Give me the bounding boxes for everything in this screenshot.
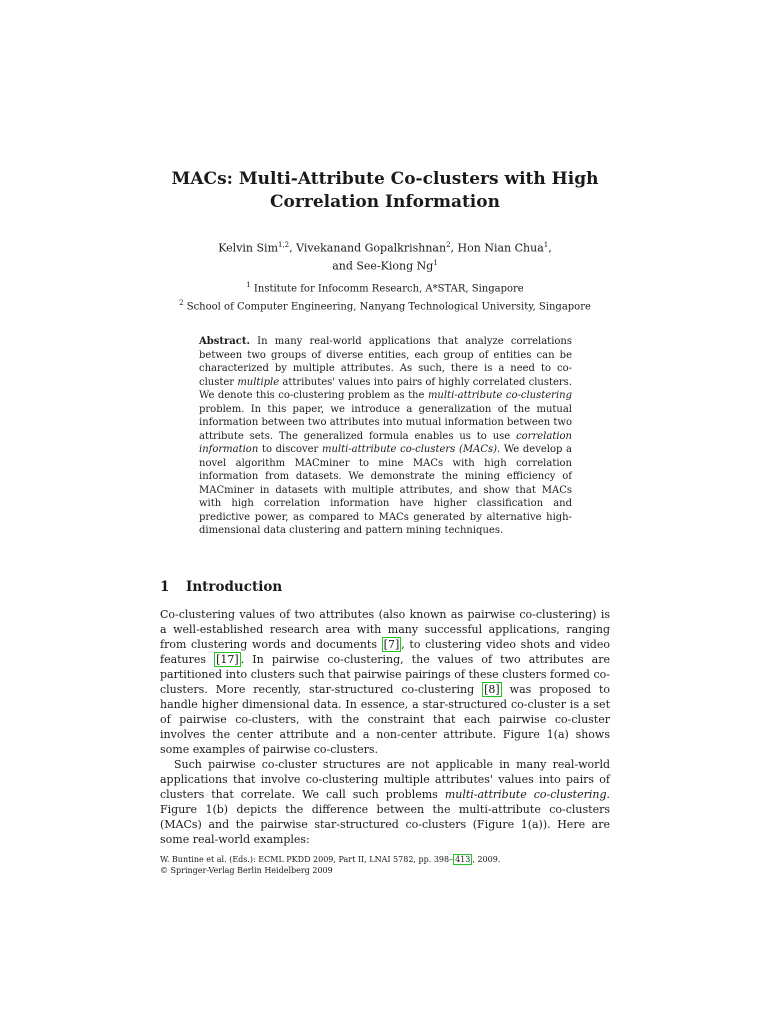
copyright-line: © Springer-Verlag Berlin Heidelberg 2009 xyxy=(160,866,333,875)
title-line-2: Correlation Information xyxy=(270,192,500,212)
paper-page xyxy=(160,0,610,1024)
author-name: Kelvin Sim xyxy=(218,241,278,255)
section-body xyxy=(160,607,610,847)
page-link[interactable]: 413 xyxy=(455,855,471,864)
affiliation-2: $^2$ School of Computer Engineering, Nanyang Technological University, Singapore xyxy=(179,299,591,313)
citation-link[interactable]: [17] xyxy=(216,653,239,666)
citation-link[interactable]: [7] xyxy=(383,638,400,651)
author-name: Vivekanand Gopalkrishnan xyxy=(296,241,447,255)
author-conjunction: and xyxy=(332,259,353,273)
paper-title xyxy=(150,168,620,214)
author-affil-mark: 1,2 xyxy=(278,241,290,249)
paragraph: Co-clustering values of two attributes (also known as pairwise co-clustering) is a well-established research area with many successful applications, ranging from clustering words and documents [7] , to clustering video shots and video features [17] . In pairwise co-clustering, the values of two attributes are partitioned into clusters such that pairwise pairings of these clusters formed co-clusters. More recently, star-structured co-clustering [8] was proposed to handle higher dimensional data. In essence, a star-structured co-cluster is a set of pairwise co-clusters, with the constraint that each pairwise co-cluster involves the center attribute and a non-center attribute. Figure 1(a) shows some examples of pairwise co-clusters. xyxy=(160,608,611,756)
abstract-label: Abstract. xyxy=(199,336,250,347)
section-number: 1 xyxy=(160,579,170,595)
author-affil-mark: 1 xyxy=(543,241,549,249)
affiliations xyxy=(140,278,630,315)
abstract: Abstract. In many real-world applications that analyze correlations between two groups of diverse entities, each group of entities can be characterized by multiple attributes. As such, there is a need to co-cluster multiple attributes' values into pairs of highly correlated clusters. We denote this co-clustering problem as the multi-attribute co-clustering problem. In this paper, we introduce a generalization of the mutual information between two attributes into mutual information between two attribute sets. The generalized formula enables us to use correlation information to discover multi-attribute co-clusters (MACs). We develop a novel algorithm MACminer to mine MACs with high correlation information from datasets. We demonstrate the mining efficiency of MACminer in datasets with multiple attributes, and show that MACs with high correlation information have higher classification and predictive power, as compared to MACs generated by alternative high-dimensional data clustering and pattern mining techniques. xyxy=(199,336,572,536)
paragraph: Such pairwise co-cluster structures are not applicable in many real-world applications that involve co-clustering multiple attributes' values into pairs of clusters that correlate. We call such problems multi-attribute co-clustering. Figure 1(b) depicts the difference between the multi-attribute co-clusters (MACs) and the pairwise star-structured co-clusters (Figure 1(a)). Here are some real-world examples: xyxy=(160,758,610,846)
author-name: See-Kiong Ng xyxy=(356,259,434,273)
author-list: Kelvin Sim$^{1,2}$, Vivekanand Gopalkrishnan$^2$, Hon Nian Chua$^1$, and See-Kiong Ng$^1$ xyxy=(218,241,552,273)
section-heading xyxy=(160,578,610,596)
author-affil-mark: 1 xyxy=(433,258,438,267)
section-title: Introduction xyxy=(186,579,283,595)
footer-line-1: W. Buntine et al. (Eds.): ECML PKDD 2009, Part II, LNAI 5782, pp. 398– 413 , 2009. xyxy=(160,855,501,864)
citation-link[interactable]: [8] xyxy=(484,683,500,696)
affiliation-1: $^1$ Institute for Infocomm Research, A*STAR, Singapore xyxy=(246,281,524,295)
author-name: Hon Nian Chua xyxy=(457,241,544,255)
footer-citation xyxy=(160,854,610,876)
title-line-1: MACs: Multi-Attribute Co-clusters with High xyxy=(171,169,599,189)
author-affil-mark: 2 xyxy=(446,241,451,249)
